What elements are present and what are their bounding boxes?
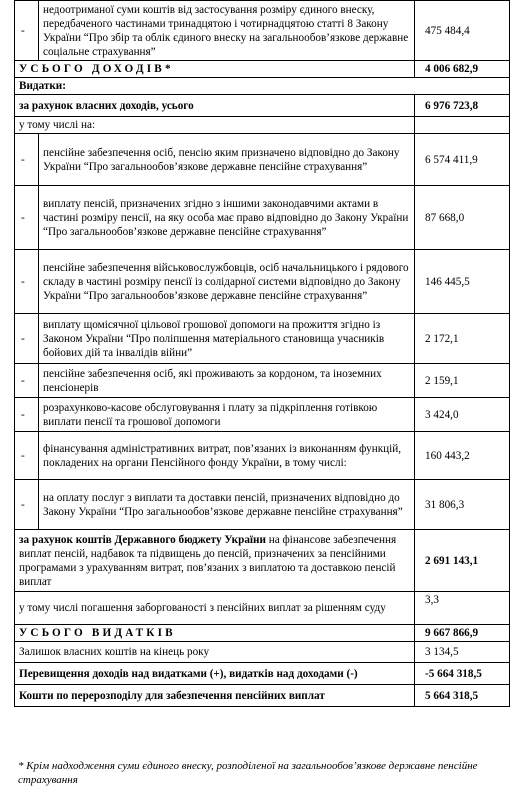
row-text: Залишок власних коштів на кінець року bbox=[15, 642, 415, 663]
table-row bbox=[15, 314, 510, 364]
table-row bbox=[15, 1, 510, 61]
row-value: 3,3 bbox=[415, 592, 510, 625]
table-row bbox=[15, 117, 510, 134]
row-text: на оплату послуг з виплати та доставки пенсій, призначених відповідно до Закону України “Про загальнообов’язкове державне пенсійне страхування” bbox=[39, 480, 415, 530]
state-budget-row bbox=[15, 530, 510, 592]
table-row bbox=[15, 685, 510, 707]
table-row bbox=[15, 663, 510, 685]
total-income-value: 4 006 682,9 bbox=[415, 61, 510, 78]
row-dash: - bbox=[15, 250, 39, 314]
table-row bbox=[15, 398, 510, 432]
row-value: 3 424,0 bbox=[415, 398, 510, 432]
expenses-header: Видатки: bbox=[15, 78, 510, 95]
row-dash: - bbox=[15, 314, 39, 364]
table-row bbox=[15, 134, 510, 186]
row-value: 2 172,1 bbox=[415, 314, 510, 364]
row-text: Кошти по перерозподілу для забезпечення пенсійних виплат bbox=[15, 685, 415, 707]
table-row bbox=[15, 364, 510, 398]
state-budget-lead: за рахунок коштів Державного бюджету України bbox=[19, 533, 266, 546]
footnote: * Крім надходження суми єдиного внеску, розподіленої на загальнообов’язкове державне пенсійне страхування bbox=[18, 760, 478, 786]
row-value: 31 806,3 bbox=[415, 480, 510, 530]
row-text: недоотриманої суми коштів від застосування розміру єдиного внеску, передбаченого частинами тринадцятою і чотирнадцятою статті 8 Закону України “Про збір та облік єдиного внеску на загальнообов’язкове державне соціальне страхування” bbox=[39, 1, 415, 61]
row-text: у тому числі погашення заборгованості з пенсійних виплат за рішенням суду bbox=[15, 592, 415, 625]
row-value: 2 159,1 bbox=[415, 364, 510, 398]
row-value: 2 691 143,1 bbox=[415, 530, 510, 592]
row-value: 160 443,2 bbox=[415, 432, 510, 480]
table-row bbox=[15, 592, 510, 625]
row-value: 5 664 318,5 bbox=[415, 685, 510, 707]
row-value: 146 445,5 bbox=[415, 250, 510, 314]
row-text: виплату щомісячної цільової грошової допомоги на прожиття згідно із Законом України “Про поліпшення матеріального становища учасників бойових дій та інвалідів війни” bbox=[39, 314, 415, 364]
row-text: виплату пенсій, призначених згідно з іншими законодавчими актами в частині розміру пенсії, на яку особа має право відповідно до Закону України “Про загальнообов’язкове державне пенсійне страхування” bbox=[39, 186, 415, 250]
row-value: -5 664 318,5 bbox=[415, 663, 510, 685]
table-row bbox=[15, 250, 510, 314]
row-text: у тому числі на: bbox=[15, 117, 415, 134]
row-text: фінансування адміністративних витрат, пов’язаних із виконанням функцій, покладених на органи Пенсійного фонду України, в тому числі: bbox=[39, 432, 415, 480]
row-value: 87 668,0 bbox=[415, 186, 510, 250]
table-row bbox=[15, 432, 510, 480]
state-budget-text: на фінансове забезпечення виплат пенсій, надбавок та підвищень до пенсій, призначених за пенсійними програмами з урахуванням витрат, пов’язаних з виплатою та доставкою пенсій виплат bbox=[19, 533, 397, 588]
row-text: розрахунково-касове обслуговування і плату за підкріплення готівкою виплати пенсії та грошової допомоги bbox=[39, 398, 415, 432]
total-income-label: УСЬОГО ДОХОДІВ* bbox=[15, 61, 415, 78]
row-text bbox=[15, 530, 415, 592]
row-dash: - bbox=[15, 432, 39, 480]
total-expenses-row bbox=[15, 625, 510, 642]
row-value: 6 976 723,8 bbox=[415, 95, 510, 117]
table-row bbox=[15, 480, 510, 530]
total-income-row bbox=[15, 61, 510, 78]
row-text: пенсійне забезпечення осіб, які проживають за кордоном, та іноземних пенсіонерів bbox=[39, 364, 415, 398]
total-expenses-label: УСЬОГО ВИДАТКІВ bbox=[15, 625, 415, 642]
table-row bbox=[15, 186, 510, 250]
row-value: 3 134,5 bbox=[415, 642, 510, 663]
row-dash: - bbox=[15, 398, 39, 432]
row-dash: - bbox=[15, 1, 39, 61]
row-dash: - bbox=[15, 364, 39, 398]
row-text: пенсійне забезпечення осіб, пенсію яким призначено відповідно до Закону України “Про загальнообов’язкове державне пенсійне страхування” bbox=[39, 134, 415, 186]
expenses-header-row bbox=[15, 78, 510, 95]
row-text: за рахунок власних доходів, усього bbox=[15, 95, 415, 117]
row-value: 6 574 411,9 bbox=[415, 134, 510, 186]
row-value bbox=[415, 117, 510, 134]
budget-table bbox=[14, 0, 510, 707]
own-revenue-row bbox=[15, 95, 510, 117]
row-dash: - bbox=[15, 134, 39, 186]
total-expenses-value: 9 667 866,9 bbox=[415, 625, 510, 642]
row-dash: - bbox=[15, 186, 39, 250]
row-text: пенсійне забезпечення військовослужбовців, осіб начальницького і рядового складу в частині розміру пенсії із солідарної системи відповідно до Закону України “Про загальнообов’язкове державне пенсійне страхування” bbox=[39, 250, 415, 314]
row-dash: - bbox=[15, 480, 39, 530]
row-text: Перевищення доходів над видатками (+), видатків над доходами (-) bbox=[15, 663, 415, 685]
row-value: 475 484,4 bbox=[415, 1, 510, 61]
table-row bbox=[15, 642, 510, 663]
